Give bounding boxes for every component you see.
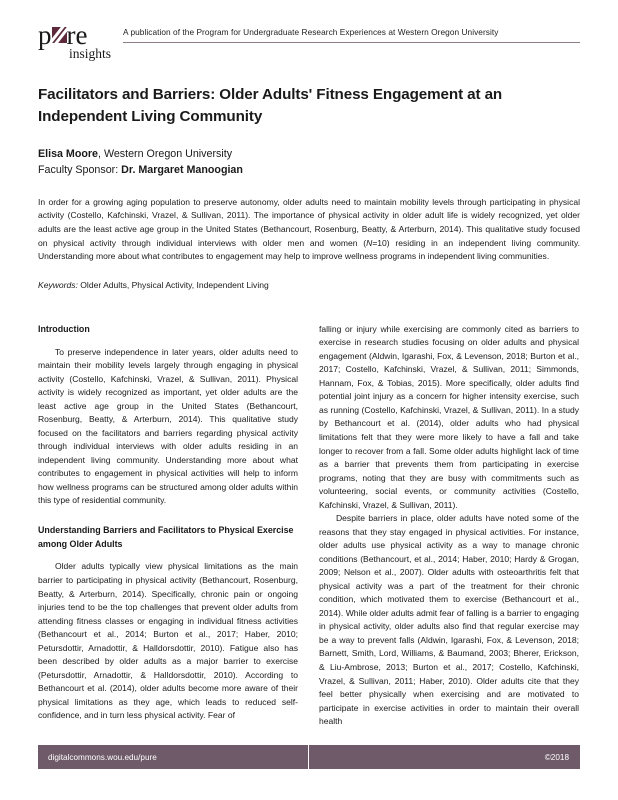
page-footer [38, 745, 580, 769]
keywords-label: Keywords: [38, 280, 78, 291]
logo-letter-p: p [38, 20, 52, 50]
paragraph: Older adults typically view physical limitations as the main barrier to participating in physical activity (Bethancourt, Rosenburg, Beatty, & Arterburn, 2014). Specifically, chronic pain or ongoing injuries tend to be the top challenges that prevent older adults from attending fitness classes or engaging in individual fitness activities (Bethancourt et al., 2014; Burton et al., 2017; Haber, 2010; Petursdottir, Arnadottir, & Halldorsdottir, 2010). Fatigue also has been described by older adults as a major barrier to exercise (Petursdottir, Arnadottir, & Halldorsdottir, 2010). According to Bethancourt et al. (2014), older adults become more aware of their physical limitations as they age, which leads to reduced self-confidence, and in turn less physical activity. Fear of [38, 561, 298, 721]
logo-subtitle: insights [68, 46, 111, 61]
paragraph: Despite barriers in place, older adults have noted some of the reasons that they stay engaged in physical activities. For instance, older adults use physical activity as a way to manage chronic conditions (Bethancourt, et al., 2014; Haber, 2010; Hardy & Grogan, 2009; Nelson et al., 2007). Older adults with osteoarthritis felt that physical activity was a part of the treatment for their chronic condition, which motivated them to exercise (Bethancourt et al., 2014). While older adults admit fear of falling is a barrier to engaging in physical activity, older adults also find that regular exercise may be a way to prevent falls (Aldwin, Igarashi, Fox, & Levenson, 2018; Barnett, Smith, Lord, Williams, & Baumand, 2003; Bherer, Erickson, & Liu-Ambrose, 2013; Burton et al., 2017; Costello, Kafchinski, Vrazel, & Sullivan, 2011; Haber, 2010). Older adults cite that they feel better physically when exercising and are motivated to participate in exercise activities in order to maintain their overall health [319, 513, 579, 727]
section-heading-barriers-facilitators: Understanding Barriers and Facilitators to Physical Exercise among Older Adults [38, 524, 294, 549]
publication-tagline: A publication of the Program for Undergraduate Research Experiences at Western Oregon University [123, 27, 499, 37]
tagline-divider [123, 42, 580, 43]
left-column [38, 323, 298, 729]
keywords-line [38, 279, 580, 293]
right-column [319, 323, 579, 729]
pure-insights-logo [38, 22, 112, 62]
paragraph: To preserve independence in later years, older adults need to maintain their mobility levels largely through engaging in physical activity (Costello, Kafchinski, Vrazel, & Sullivan, 2011). Physical activity is widely recognized as important, yet older adults are the least active age group in the United States (Bethancourt, Rosenburg, Beatty, & Arterburn, 2014). This qualitative study focused on the facilitators and barriers regarding physical activity through individual interviews with older adults residing in an independent living community. Understanding more about what contributes to engagement in physical activities will help to inform how wellness programs can be structured among older adults within this type of residential community. [38, 346, 298, 506]
abstract-text-part-2: =10) residing in an independent living community. Understanding more about what contributes to engagement may help to improve wellness programs in independent living communities. [38, 237, 580, 262]
author-affiliation: , Western Oregon University [98, 148, 233, 161]
footer-url[interactable]: digitalcommons.wou.edu/pure [38, 745, 309, 769]
author-block [38, 146, 580, 179]
sponsor-line [38, 162, 580, 178]
abstract-text-part-1: In order for a growing aging population to preserve autonomy, older adults need to maintain mobility levels through participating in physical activity (Costello, Kafchinski, Vrazel, & Sullivan, 2011). The importance of physical activity in older adult life is widely recognized, yet older adults are the least active age group in the United States (Bethancourt, Rosenburg, Beatty, & Arterburn, 2014). This qualitative study focused on physical activity through individual interviews with older men and women ( [38, 196, 580, 248]
sponsor-name: Dr. Margaret Manoogian [121, 164, 243, 177]
logo-letter-u-block-icon [52, 27, 67, 43]
masthead [38, 0, 580, 62]
sponsor-label: Faculty Sponsor: [38, 164, 122, 177]
keywords-value: Older Adults, Physical Activity, Independent Living [77, 280, 269, 291]
author-name: Elisa Moore [38, 148, 98, 161]
section-heading-introduction: Introduction [38, 323, 90, 334]
page-title: Facilitators and Barriers: Older Adults' Fitness Engagement at an Independent Living Community [38, 86, 503, 125]
body-columns [38, 323, 580, 729]
footer-copyright: ©2018 [544, 752, 569, 762]
paragraph: falling or injury while exercising are commonly cited as barriers to exercise in research studies focusing on older adults and physical engagement (Aldwin, Igarashi, Fox, & Levenson, 2018; Burton et al., 2017; Costello, Kafchinski, Vrazel, & Sullivan, 2011; Simmonds, Hannam, Fox, & Tobias, 2015). More specifically, older adults find potential joint injury as a concern for higher intensity exercise, such as running (Costello, Kafchinski, Vrazel, & Sullivan, 2011). In a study by Bethancourt et al. (2014), older adults who had physical limitations felt that they were more likely to have a fall and take longer to recover from a fall. Some older adults highlight lack of time as a barrier that prevents them from participating in exercise programs, noting that they are busy with commitments such as volunteering, social events, or community activities (Costello, Kafchinski, Vrazel, & Sullivan, 2011). [319, 323, 579, 510]
logo-letter-r: r [66, 20, 76, 50]
logo-wordmark [38, 22, 112, 49]
author-line [38, 146, 580, 162]
logo-letter-e: e [75, 20, 88, 50]
tagline-block [112, 22, 580, 43]
abstract [38, 196, 580, 264]
abstract-sample-size-symbol: N [366, 237, 373, 248]
